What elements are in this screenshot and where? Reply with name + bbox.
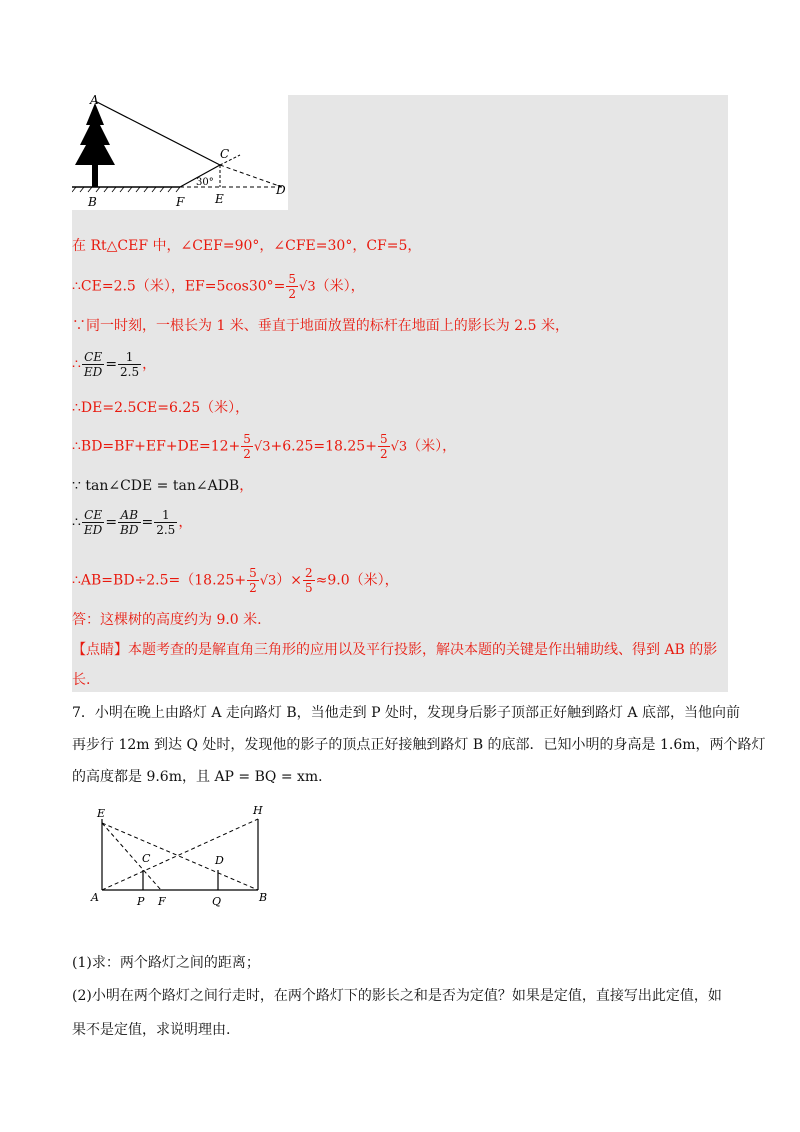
solution-line-8: ∴ $\frac{CE}{ED}$ = $\frac{AB}{BD}$ = $\frac{1}{2.5}$ ， <box>72 508 193 537</box>
tree-shadow-figure <box>72 95 288 210</box>
solution-line-4: ∴ $\frac{CE}{ED}$ = $\frac{1}{2.5}$ ， <box>72 350 157 379</box>
question-part-2b: 果不是定值，求说明理由. <box>72 1022 231 1038</box>
label-q: Q <box>212 895 222 908</box>
tree-icon <box>75 103 115 187</box>
question-part-2a: (2)小明在两个路灯之间行走时，在两个路灯下的影长之和是否为定值？如果是定值，直接写出此定值，如 <box>72 988 722 1004</box>
label-a2: A <box>91 891 99 904</box>
solution-line-7: ∵ tan∠CDE = tan∠ADB， <box>72 478 254 494</box>
question-part-1: (1)求：两个路灯之间的距离； <box>72 955 260 971</box>
answer-line: 答：这棵树的高度约为 9.0 米. <box>72 612 262 628</box>
street-light-figure <box>88 805 278 910</box>
problem-line-3: 的高度都是 9.6m，且 AP = BQ = xm． <box>72 769 333 785</box>
comment-line-2: 长. <box>72 672 91 688</box>
label-c: C <box>220 147 230 161</box>
problem-line-1: 7．小明在晚上由路灯 A 走向路灯 B，当他走到 P 处时，发现身后影子顶部正好触到路灯 A 底部，当他向前 <box>72 705 740 721</box>
solution-line-9: ∴AB=BD÷2.5=（18.25+ $\frac{5}{2}$ √3）× $\frac{2}{5}$ ≈9.0（米）， <box>72 566 399 595</box>
solution-line-6: ∴BD=BF+EF+DE=12+ $\frac{5}{2}$ √3+6.25=18.25+ $\frac{5}{2}$ √3（米）， <box>72 432 457 461</box>
street-light-diagram <box>88 805 278 910</box>
comment-line-1: 【点睛】本题考查的是解直角三角形的应用以及平行投影，解决本题的关键是作出辅助线、得到 AB 的影 <box>72 642 718 658</box>
solution-line-1: 在 Rt△CEF 中，∠CEF=90°，∠CFE=30°，CF=5， <box>72 238 422 254</box>
label-a: A <box>90 95 99 107</box>
label-f2: F <box>158 895 166 908</box>
label-b2: B <box>259 891 268 904</box>
label-b: B <box>88 195 97 209</box>
solution-line-2: ∴CE=2.5（米），EF=5cos30°= $\frac{5}{2}$ √3（米）， <box>72 272 365 301</box>
tree-shadow-diagram <box>72 95 288 210</box>
solution-line-3: ∵同一时刻，一根长为 1 米、垂直于地面放置的标杆在地面上的影长为 2.5 米， <box>72 318 569 334</box>
label-h: H <box>253 805 263 817</box>
label-f: F <box>176 195 185 209</box>
label-e2: E <box>97 807 106 820</box>
label-d: D <box>276 183 286 197</box>
label-d2: D <box>215 854 224 867</box>
label-p: P <box>137 895 145 908</box>
label-c2: C <box>142 852 151 865</box>
label-e: E <box>215 192 224 206</box>
problem-line-2: 再步行 12m 到达 Q 处时，发现他的影子的顶点正好接触到路灯 B 的底部．已知小明的身高是 1.6m，两个路灯 <box>72 737 766 753</box>
label-angle: 30° <box>196 177 214 188</box>
solution-line-5: ∴DE=2.5CE=6.25（米）， <box>72 400 250 416</box>
